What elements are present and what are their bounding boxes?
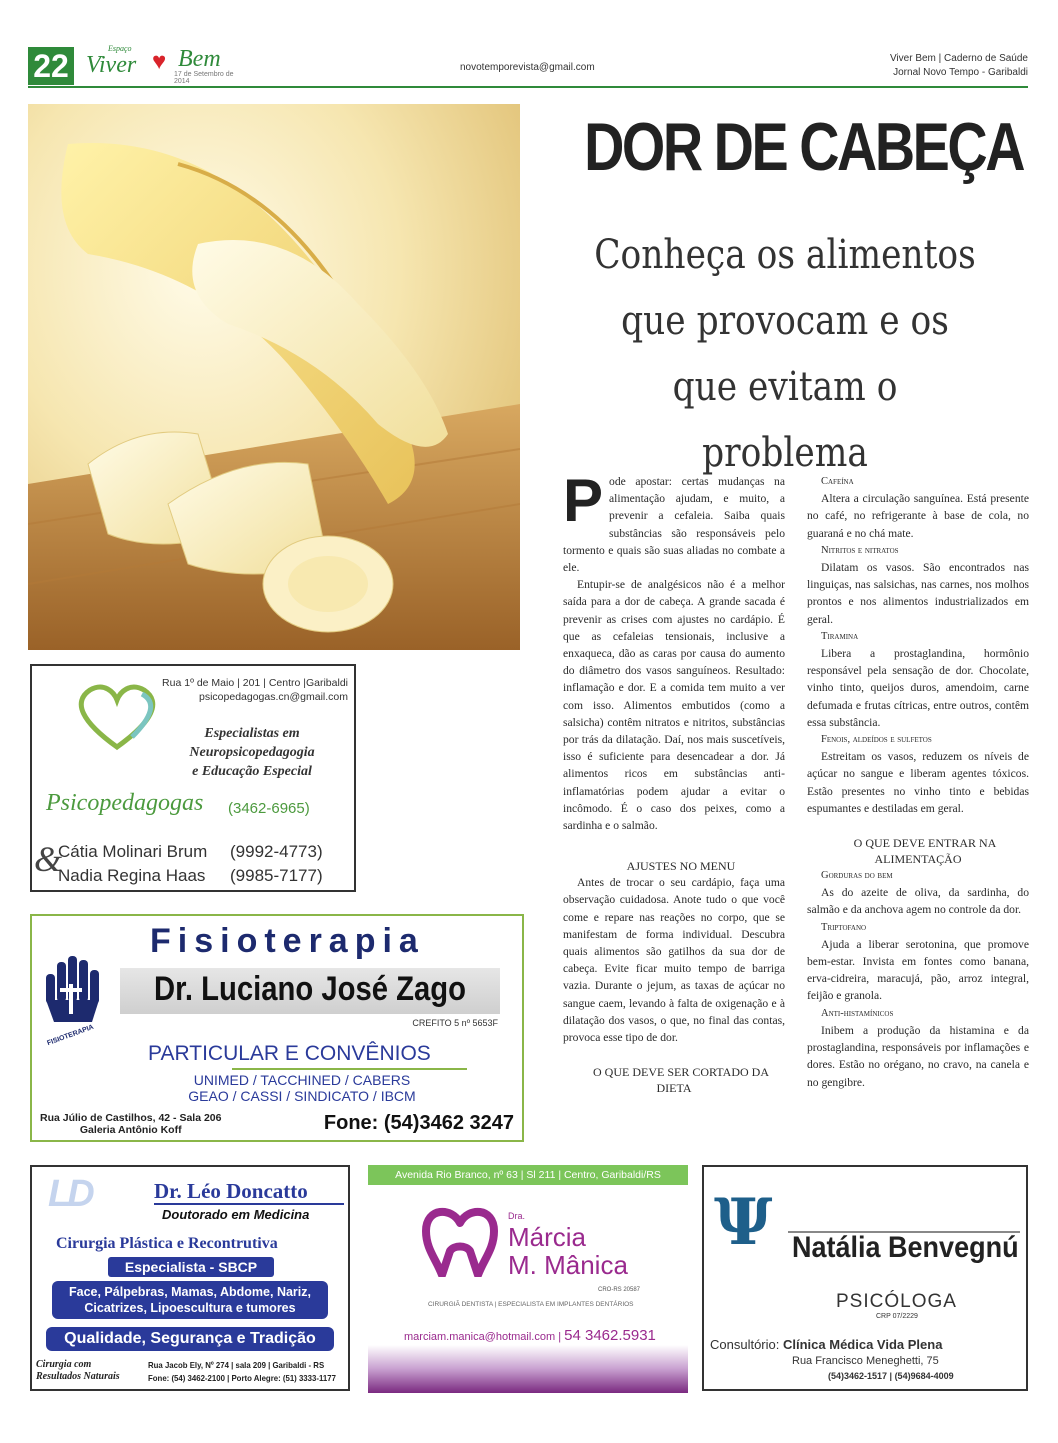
ad-addr: Rua Jacob Ely, Nº 274 | sala 209 | Garibaldi - RS	[148, 1360, 325, 1370]
ad-crp: CRP 07/2229	[876, 1313, 918, 1320]
ad-consult-label: Consultório:	[710, 1337, 780, 1352]
ad-name: Dr. Luciano José Zago	[154, 970, 466, 1008]
article-title: DOR DE CABEÇA	[584, 109, 1024, 185]
subheading-gorduras: Gorduras do bem	[821, 870, 893, 882]
ad-areas-2: Cicatrizes, Lipoescultura e tumores	[84, 1301, 296, 1315]
ad-heading: Fisioterapia	[150, 922, 425, 960]
ad-name: Natália Benvegnú	[792, 1231, 1019, 1264]
heading-entrar: O QUE DEVE ENTRAR NA ALIMENTAÇÃO	[853, 836, 997, 867]
banana-photo	[28, 104, 520, 650]
ad-name: Dr. Léo Doncatto	[154, 1179, 308, 1203]
ad-phones: Fone: (54) 3462-2100 | Porto Alegre: (51) 3333-1177	[148, 1373, 336, 1383]
ad-tagline: PARTICULAR E CONVÊNIOS	[148, 1042, 431, 1065]
ld-logo: LD	[48, 1173, 91, 1215]
ad-motto: Qualidade, Segurança e Tradição	[46, 1327, 334, 1351]
subheading-fenois: Fenois, aldeídos e sulfetos	[821, 734, 932, 746]
ad-convenios-1: UNIMED / TACCHINED / CABERS	[193, 1072, 411, 1088]
ad-brand: Psicopedagogas	[46, 790, 204, 816]
paragraph-gorduras: As do azeite de oliva, da sardinha, do salmão e da anchova agem no controle da dor.	[807, 886, 1029, 917]
ad-email: psicopedagogas.cn@gmail.com	[199, 691, 348, 703]
ad-sbcp: Especialista - SBCP	[108, 1257, 274, 1277]
ad-crefito: CREFITO 5 nº 5653F	[412, 1018, 498, 1028]
header-rule	[28, 86, 1028, 88]
name-1: Cátia Molinari Brum	[58, 842, 208, 861]
ad-slogan-2: Resultados Naturais	[36, 1371, 120, 1382]
name-2: Nadia Regina Haas	[58, 866, 206, 885]
paragraph-nitritos: Dilatam os vasos. São encontrados nas linguiças, nas salsichas, nas carnes, nos molhos prontos e nos alimentos industrializados em geral.	[807, 561, 1029, 626]
ad-areas-1: Face, Pálpebras, Mamas, Abdome, Nariz,	[69, 1285, 311, 1299]
drop-cap: P	[563, 467, 604, 534]
paragraph-anti: Inibem a produção da histamina e da prostaglandina, responsáveis por inflamações e dores. Estão no orégano, no cravo, na canela e no gengibre.	[807, 1023, 1029, 1089]
logo-small-text: Espaço	[108, 44, 132, 53]
phone-2: (9985-7177)	[230, 866, 323, 885]
ad-phone: 54 3462.5931	[564, 1327, 656, 1344]
ad-line-2: Neuropsicopedagogia	[189, 745, 315, 760]
header-newspaper-line: Jornal Novo Tempo - Garibaldi	[893, 67, 1028, 78]
heading-ajustes: AJUSTES NO MENU	[626, 859, 736, 874]
article-column-2	[807, 473, 1029, 1091]
ad-natalia-benvegnu	[702, 1165, 1028, 1391]
header-email: novotemporevista@gmail.com	[460, 62, 595, 73]
ad-psicopedagogas	[30, 664, 356, 892]
subheading-cafeina: Cafeína	[821, 476, 854, 487]
paragraph-cafeina: Altera a circulação sanguínea. Está presente no café, no refrigerante à base de cola, no guaraná e no chá mate.	[807, 492, 1029, 540]
heart-icon: ♥	[152, 49, 167, 75]
ad-phone: (3462-6965)	[228, 800, 310, 817]
ad-logo-text: FISIOTERAPIA	[46, 1023, 95, 1048]
paragraph-triptofano: Ajuda a liberar serotonina, que promove bem-estar. Invista em fontes como banana, erva-cidreira, maracujá, pão, arroz integral, feijão e granola.	[807, 937, 1029, 1003]
ad-addr-2: Galeria Antônio Koff	[79, 1124, 182, 1136]
ad-cro: CRO-RS 20587	[598, 1287, 641, 1293]
tooth-heart-icon	[422, 1205, 498, 1277]
paragraph-tiramina: Libera a prostaglandina, hormônio responsável pela sensação de dor. Chocolate, vinho tinto, queijos duros, amendoim, carne defumada e frutas cítricas, entre outros, contêm essa substância.	[807, 647, 1029, 729]
heading-cortado: O QUE DEVE SER CORTADO DA DIETA	[593, 1065, 769, 1096]
ad-specialty: Cirurgia Plástica e Recontrutiva	[56, 1235, 278, 1252]
article-subtitle: Conheça os alimentos que provocam e os que evitam o problema	[594, 232, 976, 476]
ad-name-1: Márcia	[508, 1222, 587, 1252]
header-section-line: Viver Bem | Caderno de Saúde	[889, 53, 1028, 64]
ad-phones: (54)3462-1517 | (54)9684-4009	[828, 1371, 954, 1381]
logo-date: 17 de Setembro de 2014	[174, 71, 234, 85]
ad-email: marciam.manica@hotmail.com	[404, 1331, 556, 1343]
ad-degree: Doutorado em Medicina	[162, 1207, 310, 1222]
subheading-tiramina: Tiramina	[821, 630, 859, 642]
heart-logo-icon	[72, 682, 162, 752]
ad-clinic: Clínica Médica Vida Plena	[783, 1337, 943, 1352]
subheading-triptofano: Triptofano	[821, 921, 867, 933]
ad-role: PSICÓLOGA	[836, 1291, 957, 1312]
ad-leo-doncatto	[30, 1165, 350, 1391]
paragraph-intro: ode apostar: certas mudanças na alimentação ajudam, e muito, a prevenir a cefaleia. Saiba quais substâncias são responsáveis pelo tormento e quais são suas aliadas no combate a ele.	[563, 475, 785, 575]
article-column-1	[563, 467, 785, 1096]
ad-convenios-2: GEAO / CASSI / SINDICATO / IBCM	[188, 1088, 416, 1104]
page-number: 22	[28, 47, 74, 85]
name-rule	[154, 1203, 344, 1205]
ad-phone: Fone: (54)3462 3247	[323, 1112, 514, 1134]
ad-name-2: M. Mânica	[508, 1250, 628, 1280]
phone-1: (9992-4773)	[230, 842, 323, 861]
ad-address: Rua Francisco Meneghetti, 75	[792, 1355, 939, 1367]
header-section-info	[890, 52, 1028, 80]
ad-name-2	[58, 864, 207, 888]
subheading-nitritos: Nitritos e nitratos	[821, 544, 899, 556]
ad-desc: CIRURGIÃ DENTISTA | ESPECIALISTA EM IMPLANTES DENTÁRIOS	[428, 1301, 634, 1308]
ad-fisioterapia	[30, 914, 524, 1142]
ad-title: Dra.	[508, 1211, 526, 1221]
ad-slogan-1: Cirurgia com	[36, 1359, 92, 1370]
ad-line-3: e Educação Especial	[192, 764, 312, 779]
ad-address: Rua 1º de Maio | 201 | Centro |Garibaldi	[162, 677, 348, 689]
subheading-anti: Anti-histamínicos	[821, 1007, 894, 1019]
hands-logo-icon	[42, 950, 112, 1040]
ad-marcia-manica: Avenida Rio Branco, nº 63 | Sl 211 | Centro, Garibaldi/RS Dra. Márcia M. Mânica CRO-RS 20587 CIRURGIÃ DENTISTA | ESPECIALISTA EM IMPLANTES DENTÁRIOS marciam.manica@hotmail.com | 54 3462.5931	[368, 1165, 688, 1393]
ad-addr-1: Rua Júlio de Castilhos, 42 - Sala 206	[40, 1112, 222, 1124]
purple-footer	[368, 1345, 688, 1393]
psi-icon: Ψ	[714, 1185, 773, 1260]
ad-name-1	[58, 840, 207, 864]
paragraph-body: Entupir-se de analgésicos não é a melhor saída para a dor de cabeça. A grande sacada é prevenir as crises com ajustes no cardápio. É que as cefaleias tensionais, inclusive a enxaqueca, dão as caras por causa do aumento do diâmetro dos vasos sanguíneos. Resultado: inflamação e dor. E a comida tem muito a ver com isso. Alimentos embutidos (como a salsicha) contêm nitratos e nitritos, substâncias por trás da dilatação. Daí, nos mais suscetíveis, isso é suficiente para desencadear a dor. Já alimentos ricos em substâncias anti-inflamatórias podem ajudar a evitar o incômodo. É o caso dos peixes, como a sardinha e o salmão.	[563, 578, 785, 833]
logo-word-bem: Bem	[178, 46, 221, 72]
paragraph-fenois: Estreitam os vasos, reduzem os níveis de açúcar no sangue e liberam agentes tóxicos. Estão presentes no vinho tinto e bebidas espumantes e destiladas em geral.	[807, 750, 1029, 815]
ad-ampersand: &	[34, 839, 63, 879]
tagline-rule	[232, 1068, 467, 1070]
paragraph-ajustes: Antes de trocar o seu cardápio, faça uma observação cuidadosa. Anote tudo o que você come e repare nas reações no corpo, que se manifestam de forma individual. Descubra quais alimentos são gatilhos da sua dor de cabeça. Evite ficar muito tempo de barriga vazia. Durante o jejum, as taxas de açúcar no sangue caem, levando à falta de oxigenação e à dilatação dos vasos, o que, no final das contas, provoca esse tipo de dor.	[563, 876, 785, 1045]
ad-line-1: Especialistas em	[204, 726, 300, 741]
section-logo	[86, 44, 246, 84]
ad-address-bar: Avenida Rio Branco, nº 63 | Sl 211 | Centro, Garibaldi/RS	[368, 1165, 688, 1185]
logo-word-viver: Viver	[86, 52, 137, 78]
